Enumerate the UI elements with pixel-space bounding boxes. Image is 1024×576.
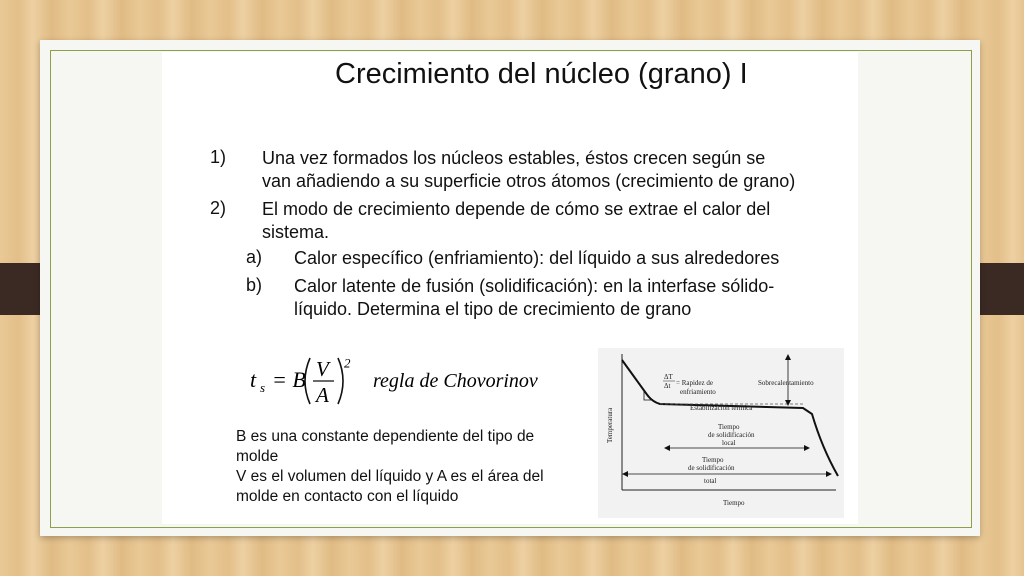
formula-notes bbox=[236, 427, 586, 507]
chvorinov-formula bbox=[250, 352, 580, 414]
total-time-label-1: Tiempo bbox=[702, 456, 724, 464]
diagram-x-label: Tiempo bbox=[723, 499, 745, 507]
rate-label-2: enfriamiento bbox=[680, 388, 716, 396]
list-item-2-line-2: sistema. bbox=[262, 222, 330, 242]
formula-subscript: s bbox=[260, 380, 266, 395]
formula-exponent: 2 bbox=[344, 355, 351, 371]
list-number-2: 2) bbox=[210, 198, 227, 218]
formula-left-paren bbox=[305, 358, 310, 404]
superheat-label: Sobrecalentamiento bbox=[758, 379, 814, 387]
total-time-label-3: total bbox=[704, 477, 717, 485]
note-line-4: molde en contacto con el líquido bbox=[236, 488, 459, 505]
total-time-label-2: de solidificación bbox=[688, 464, 735, 472]
local-time-label-3: local bbox=[722, 439, 736, 447]
sublist-letter-a: a) bbox=[246, 247, 263, 267]
list-number-1: 1) bbox=[210, 147, 227, 167]
formula-t: t bbox=[250, 367, 257, 392]
sublist-item-b-line-2: líquido. Determina el tipo de crecimiento de grano bbox=[294, 299, 692, 319]
local-time-label-2: de solidificación bbox=[708, 431, 755, 439]
slide-title: Crecimiento del núcleo (grano) I bbox=[335, 58, 748, 90]
list-item-1-line-1: Una vez formados los núcleos estables, éstos crecen según se bbox=[262, 148, 766, 168]
formula-rule-label: regla de Chovorinov bbox=[373, 370, 538, 392]
formula-numerator: V bbox=[316, 357, 329, 381]
formula-equals-b: = B bbox=[272, 367, 306, 392]
diagram-y-label: Temperatura bbox=[606, 407, 614, 443]
sublist-item-b-line-1: Calor latente de fusión (solidificación): en la interfase sólido- bbox=[294, 276, 775, 296]
note-line-1: B es una constante dependiente del tipo de bbox=[236, 428, 535, 445]
list-item-2-line-1: El modo de crecimiento depende de cómo se extrae el calor del bbox=[262, 199, 771, 219]
rate-label-1: = Rapidez de bbox=[676, 379, 713, 387]
rate-fraction-bottom: Δt bbox=[664, 382, 671, 390]
rate-fraction-top: ΔT bbox=[664, 373, 673, 381]
list-item-1-line-2: van añadiendo a su superficie otros átomos (crecimiento de grano) bbox=[262, 171, 796, 191]
sublist-letter-b: b) bbox=[246, 275, 263, 295]
note-line-2: molde bbox=[236, 448, 279, 465]
local-time-label-1: Tiempo bbox=[718, 423, 740, 431]
cooling-curve-diagram bbox=[598, 348, 844, 518]
note-line-3: V es el volumen del líquido y A es el área del bbox=[236, 468, 544, 485]
formula-right-paren bbox=[338, 358, 343, 404]
sublist-item-a: Calor específico (enfriamiento): del líquido a sus alrededores bbox=[294, 248, 780, 268]
formula-denominator: A bbox=[316, 383, 329, 407]
stabilization-label: Estabilización térmica bbox=[690, 404, 753, 412]
